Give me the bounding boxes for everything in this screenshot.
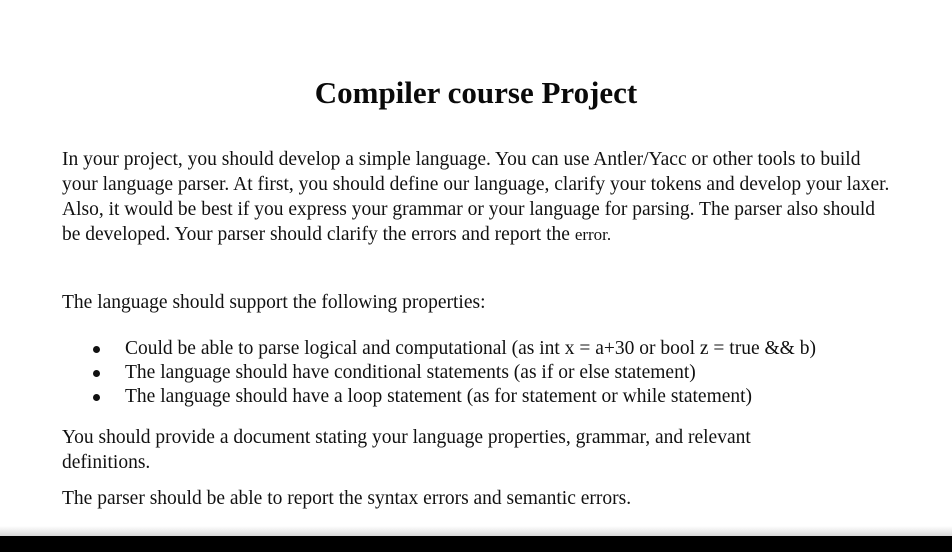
list-item-text: Could be able to parse logical and computational (as int x = a+30 or bool z = true && b) — [125, 338, 816, 359]
parser-requirement-paragraph: The parser should be able to report the syntax errors and semantic errors. — [62, 488, 632, 509]
list-item-text: The language should have a loop statement (as for statement or while statement) — [125, 386, 753, 407]
bullet-icon — [93, 394, 100, 401]
document-requirement-paragraph: You should provide a document stating your language properties, grammar, and relevant definitions. — [62, 427, 751, 473]
bullet-icon — [93, 370, 100, 377]
properties-list — [88, 337, 908, 409]
intro-tail-text: error. — [574, 225, 612, 244]
intro-paragraph — [62, 147, 894, 247]
properties-intro: The language should support the following properties: — [62, 292, 486, 313]
document-title: Compiler course Project — [314, 75, 638, 110]
list-item — [88, 385, 908, 409]
bottom-black-bar — [0, 536, 952, 552]
list-item — [88, 337, 908, 361]
bullet-icon — [93, 346, 100, 353]
list-item — [88, 361, 908, 385]
page-edge-shadow — [0, 526, 952, 536]
list-item-text: The language should have conditional statements (as if or else statement) — [125, 362, 696, 383]
intro-text: In your project, you should develop a simple language. You can use Antler/Yacc or other tools to build your language parser. At first, you should define our language, clarify your tokens and develop your laxer. Also, it would be best if you express your grammar or your language for parsing. The parser also should be developed. Your parser should clarify the errors and report the — [62, 149, 890, 245]
